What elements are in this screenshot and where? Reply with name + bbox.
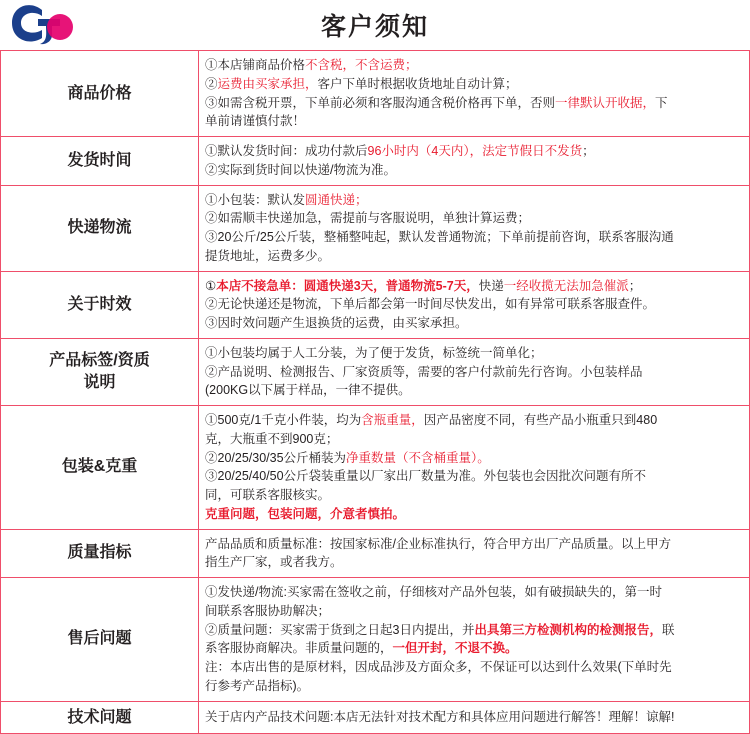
content-text: ①默认发货时间：成功付款后	[205, 144, 368, 158]
content-line	[205, 112, 743, 131]
content-text: 克，大瓶重不到900克；	[205, 431, 339, 446]
content-text: ①500克/1千克小件装，均为	[205, 413, 362, 427]
content-line	[205, 75, 743, 94]
content-text: 提货地址，运费多少。	[205, 248, 331, 263]
content-text: 行参考产品指标)。	[205, 678, 310, 693]
row-content	[199, 701, 750, 734]
table-row	[1, 529, 750, 578]
content-line	[205, 505, 743, 524]
row-content	[199, 51, 750, 137]
content-text: 因产品密度不同，有些产品小瓶重只到480	[423, 413, 658, 427]
content-text: ②20/25/30/35公斤桶装为	[205, 450, 347, 465]
notice-table-body	[1, 51, 750, 734]
content-line	[205, 430, 743, 449]
content-line	[205, 314, 743, 333]
row-label: 快递物流	[1, 185, 199, 271]
content-text: 客户下单时根据收货地址自动计算；	[317, 76, 518, 91]
content-line	[205, 363, 743, 382]
content-text: ①	[205, 278, 217, 293]
content-text: 一律默认开收据，	[555, 95, 656, 110]
content-line	[205, 677, 743, 696]
content-text: ③因时效问题产生退换货的运费，由买家承担。	[205, 316, 468, 330]
content-text: 克重问题，包装问题，介意者慎拍。	[205, 506, 406, 521]
content-text: 一但开封，不退不换。	[392, 641, 518, 656]
content-text: ②质量问题：买家需于货到之日起3日内提出，并	[205, 622, 475, 637]
content-text: ②无论快递还是物流，下单后都会第一时间尽快发出，如有异常可联系客服查件。	[205, 297, 656, 312]
row-label: 技术问题	[1, 701, 199, 734]
row-label: 发货时间	[1, 137, 199, 186]
content-text: ③20公斤/25公斤装，整桶整吨起，默认发普通物流；下单前提前咨询，联系客服沟通	[205, 230, 674, 244]
content-line	[205, 658, 743, 677]
content-text: ①小包装：默认发	[205, 192, 306, 207]
content-line	[205, 467, 743, 486]
content-line	[205, 191, 743, 210]
content-text: 系客服协商解决。非质量问题的，	[205, 641, 393, 656]
row-label: 产品标签/资质 说明	[1, 338, 199, 405]
content-text: 下	[655, 95, 668, 110]
content-text: 间联系客服协助解决；	[205, 603, 331, 618]
content-line	[205, 583, 743, 602]
content-text: ③如需含税开票，下单前必须和客服沟通含税价格再下单，否则	[205, 95, 556, 110]
content-text: 产品品质和质量标准：按国家标准/企业标准执行，符合甲方出厂产品质量。以上甲方	[205, 536, 671, 551]
row-content	[199, 578, 750, 702]
content-line	[205, 94, 743, 113]
table-row	[1, 271, 750, 338]
content-text: 联	[661, 622, 675, 637]
content-line	[205, 381, 743, 400]
content-line	[205, 344, 743, 363]
content-line	[205, 553, 743, 572]
content-text: 本店不接急单：圆通快递3天，普通物流5-7天，	[216, 278, 479, 293]
row-content	[199, 271, 750, 338]
table-row	[1, 338, 750, 405]
content-line	[205, 602, 743, 621]
row-content	[199, 137, 750, 186]
content-text: 出具第三方检测机构的检测报告，	[474, 622, 662, 637]
row-label: 售后问题	[1, 578, 199, 702]
content-text: ②如需顺丰快递加急，需提前与客服说明，单独计算运费；	[205, 211, 531, 226]
content-text: ；	[628, 278, 642, 293]
content-line	[205, 161, 743, 180]
row-content	[199, 406, 750, 530]
table-row	[1, 406, 750, 530]
content-text: 含瓶重量，	[361, 413, 424, 427]
content-text: 同，可联系客服核实。	[205, 488, 331, 502]
row-label: 关于时效	[1, 271, 199, 338]
content-line	[205, 621, 743, 640]
content-text: ②产品说明、检测报告、厂家资质等，需要的客户付款前先行咨询。小包装样品	[205, 364, 643, 379]
row-label: 包装&克重	[1, 406, 199, 530]
content-text: ①小包装均属于人工分装，为了便于发货，标签统一简单化；	[205, 345, 543, 360]
content-text: 一经收揽无法加急催派	[503, 278, 629, 293]
content-line	[205, 639, 743, 658]
content-line	[205, 247, 743, 266]
content-text: ①本店铺商品价格	[205, 58, 306, 72]
content-line	[205, 295, 743, 314]
content-text: 净重数量（不含桶重量）。	[346, 450, 490, 465]
content-text: ；	[582, 144, 595, 158]
content-text: ②	[205, 76, 218, 91]
table-row	[1, 701, 750, 734]
content-text: 单前请谨慎付款！	[205, 114, 306, 129]
content-text: 关于店内产品技术问题:本店无法针对技术配方和具体应用问题进行解答！理解！谅解!	[205, 709, 675, 724]
content-text: 快递	[478, 278, 504, 293]
content-text: ②实际到货时间以快递/物流为准。	[205, 162, 396, 177]
row-label: 商品价格	[1, 51, 199, 137]
table-row	[1, 578, 750, 702]
content-line	[205, 228, 743, 247]
content-line	[205, 535, 743, 554]
content-line	[205, 708, 743, 727]
table-row	[1, 51, 750, 137]
page-header	[0, 0, 750, 50]
content-line	[205, 56, 743, 75]
content-line	[205, 486, 743, 505]
content-text: ①发快递/物流:买家需在签收之前，仔细核对产品外包装，如有破损缺失的，第一时	[205, 585, 662, 599]
content-text: 注：本店出售的是原材料，因成品涉及方面众多，不保证可以达到什么效果(下单时先	[205, 660, 672, 674]
table-row	[1, 137, 750, 186]
content-line	[205, 142, 743, 161]
row-label: 质量指标	[1, 529, 199, 578]
page-title: 客户须知	[320, 14, 429, 41]
company-logo	[8, 2, 86, 48]
content-text: 不含税，不含运费；	[305, 58, 418, 72]
content-line	[205, 449, 743, 468]
table-row	[1, 185, 750, 271]
content-text: ③20/25/40/50公斤袋装重量以厂家出厂数量为准。外包装也会因批次问题有所不	[205, 469, 647, 484]
content-text: 圆通快递；	[305, 192, 368, 207]
content-line	[205, 277, 743, 296]
content-line	[205, 411, 743, 430]
content-text: (200KG以下属于样品，一律不提供。	[205, 383, 411, 398]
notice-table	[0, 50, 750, 734]
row-content	[199, 185, 750, 271]
content-text: 运费由买家承担，	[217, 76, 318, 91]
content-line	[205, 209, 743, 228]
row-content	[199, 338, 750, 405]
row-content	[199, 529, 750, 578]
content-text: 指生产厂家，或者我方。	[205, 555, 343, 570]
content-text: 96小时内（4天内），法定节假日不发货	[367, 144, 583, 158]
